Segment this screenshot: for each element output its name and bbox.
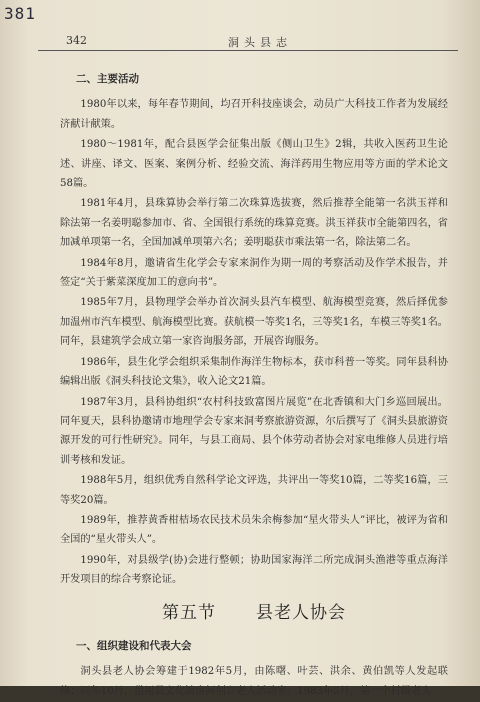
section-number: 第五节 xyxy=(162,602,216,623)
running-header xyxy=(38,28,458,51)
handwritten-page-number: 381 xyxy=(4,4,36,23)
subheading-organization: 一、组织建设和代表大会 xyxy=(76,639,192,652)
paragraph: 1980～1981年，配合县医学会征集出版《侧山卫生》2辑，共收入医药卫生论述、讲座、译文、医案、案例分析、经验交流、海洋药用生物应用等方面的学术论文58篇。 xyxy=(60,139,448,190)
paragraph: 1984年8月，邀请省生化学会专家来洞作为期一周的考察活动及作学术报告，并签定“关于紫菜深度加工的意向书”。 xyxy=(60,257,448,289)
page-number: 342 xyxy=(66,34,87,47)
paragraph: 1985年7月，县物理学会举办首次洞头县汽车模型、航海模型竞赛，然后择优参加温州市汽车模型、航海模型比赛。获航模一等奖1名，三等奖1名，车模三等奖1名。同年，县建筑学会成立第一家咨询服务部，开展咨询服务。 xyxy=(60,297,448,348)
paragraph: 1988年5月，组织优秀自然科学论文评选，共评出一等奖10篇，二等奖16篇，三等奖20篇。 xyxy=(60,475,448,506)
paragraph: 1981年4月，县珠算协会举行第二次珠算选拔赛，然后推荐全能第一名洪玉祥和除法第一名姜明聪参加市、省、全国银行系统的珠算竞赛。洪玉祥获市全能第四名，省加减单项第一名，全国加减单项第六名；姜明聪获市乘法第一名，除法第二名。 xyxy=(60,198,448,249)
subheading-main-activities: 二、主要活动 xyxy=(76,73,139,85)
section-name: 县老人协会 xyxy=(256,602,346,623)
paragraph: 1989年，推荐黄香柑桔场农民技术员朱余梅参加“星火带头人”评比，被评为省和全国的“星火带头人”。 xyxy=(60,514,448,546)
paragraph: 1987年3月，县科协组织“农村科技致富图片展览”在北香镇和大门乡巡回展出。同年夏天，县科协邀请市地理学会专家来洞考察旅游资源，尔后撰写了《洞头县旅游资源开发的可行性研究》。同年，与县工商局、县个体劳动者协会对家电维修人员进行培训考核和发证。 xyxy=(60,396,448,466)
paragraph: 1990年，对县级学(协)会进行整顿；协助国家海洋二所完成洞头渔港等重点海洋开发项目的综合考察论证。 xyxy=(60,554,448,586)
paragraph: 1980年以来，每年春节期间，均召开科技座谈会，动员广大科技工作者为发展经济献计献策。 xyxy=(60,99,448,130)
section-title xyxy=(60,604,448,623)
book-title: 洞头县志 xyxy=(228,36,292,49)
paragraph: 洞头县老人协会筹建于1982年5月，由陈曙、叶芸、洪余、黄伯凯等人发起联络；同年10月，借用县文化馆房间创立老人活动室。1983年5月，第一个村级老人 xyxy=(60,666,448,697)
paragraph: 1986年，县生化学会组织采集制作海洋生物标本，获市科普一等奖。同年县科协编辑出版《洞头科技论文集》，收入论文21篇。 xyxy=(60,356,448,388)
page-body xyxy=(60,64,448,702)
